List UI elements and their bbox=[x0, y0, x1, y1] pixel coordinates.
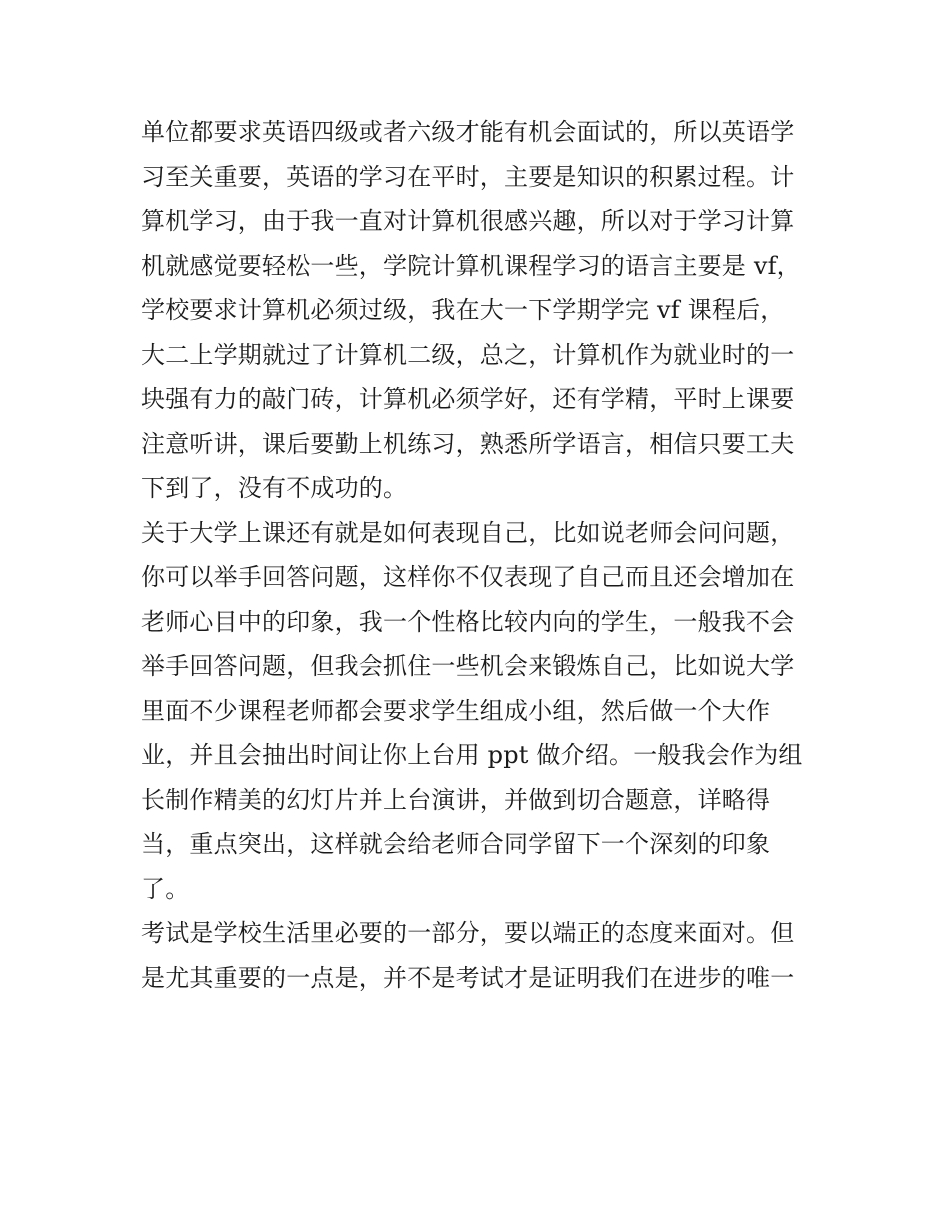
text-line: 当，重点突出，这样就会给老师合同学留下一个深刻的印象 bbox=[141, 830, 771, 858]
text-line: 机就感觉要轻松一些，学院计算机课程学习的语言主要是 vf， bbox=[141, 251, 801, 280]
body-text bbox=[141, 110, 821, 1000]
text-line: 考试是学校生活里必要的一部分，要以端正的态度来面对。但 bbox=[141, 919, 795, 947]
text-line: 算机学习，由于我一直对计算机很感兴趣，所以对于学习计算 bbox=[141, 207, 795, 235]
text-line: 下到了，没有不成功的。 bbox=[141, 474, 408, 502]
text-line: 大二上学期就过了计算机二级，总之，计算机作为就业时的一 bbox=[141, 340, 795, 369]
text-line: 举手回答问题，但我会抓住一些机会来锻炼自己，比如说大学 bbox=[141, 652, 795, 680]
text-line: 了。 bbox=[141, 874, 190, 903]
text-line: 业，并且会抽出时间让你上台用 ppt 做介绍。一般我会作为组 bbox=[141, 741, 803, 769]
text-line: 学校要求计算机必须过级，我在大一下学期学完 vf 课程后， bbox=[141, 296, 785, 324]
text-line: 是尤其重要的一点是，并不是考试才是证明我们在进步的唯一 bbox=[141, 963, 795, 992]
text-line: 单位都要求英语四级或者六级才能有机会面试的，所以英语学 bbox=[141, 118, 795, 146]
text-line: 习至关重要，英语的学习在平时，主要是知识的积累过程。计 bbox=[141, 162, 795, 191]
text-line: 老师心目中的印象，我一个性格比较内向的学生，一般我不会 bbox=[141, 607, 795, 636]
text-line: 注意听讲，课后要勤上机练习，熟悉所学语言，相信只要工夫 bbox=[141, 429, 795, 458]
text-line: 你可以举手回答问题，这样你不仅表现了自己而且还会增加在 bbox=[141, 563, 795, 591]
text-line: 长制作精美的幻灯片并上台演讲，并做到切合题意，详略得 bbox=[141, 785, 771, 814]
text-line: 里面不少课程老师都会要求学生组成小组，然后做一个大作 bbox=[141, 696, 771, 725]
text-line: 关于大学上课还有就是如何表现自己，比如说老师会问问题， bbox=[141, 518, 795, 547]
text-line: 块强有力的敲门砖，计算机必须学好，还有学精，平时上课要 bbox=[141, 385, 795, 413]
